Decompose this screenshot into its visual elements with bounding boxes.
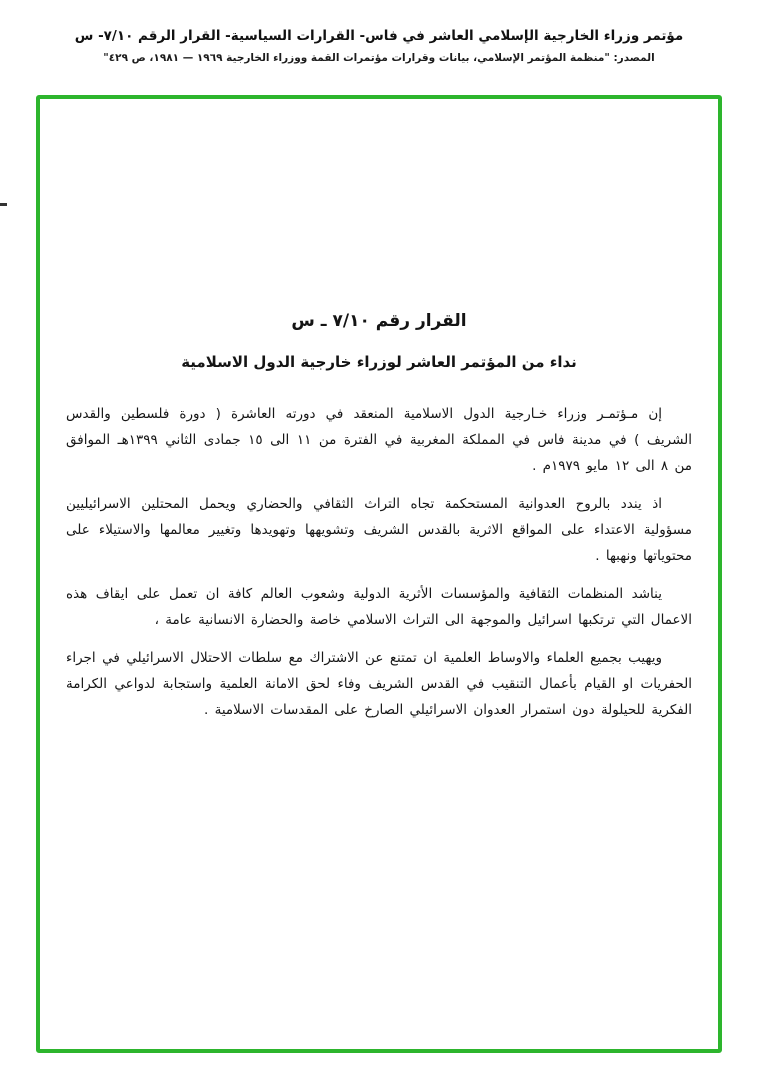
document-content <box>40 99 718 723</box>
document-header-title: مؤتمر وزراء الخارجية الإسلامي العاشر في فاس- القرارات السياسية- القرار الرقم ٧/١٠- س <box>74 28 684 44</box>
paragraph: يناشد المنظمات الثقافية والمؤسسات الأثرية الدولية وشعوب العالم كافة ان تعمل على ايقاف هذه الاعمال التي ترتكبها اسرائيل والموجهة الى التراث الاسلامي خاصة والحضارة الانسانية عامة ، <box>66 586 692 628</box>
paragraph: اذ يندد بالروح العدوانية المستحكمة تجاه التراث الثقافي والحضاري ويحمل المحتلين الاسرائيليين مسؤولية الاعتداء على المواقع الاثرية بالقدس الشريف وتشويهها وتهويدها وتغيير معالمها والاستيلاء على محتوياتها ونهبها . <box>66 496 692 564</box>
document-frame <box>36 95 722 1053</box>
document-source-line: المصدر: "منظمة المؤتمر الإسلامي، بيانات وقرارات مؤتمرات القمة ووزراء الخارجية ١٩٦٩ — ١٩٨١، ص ٤٢٩" <box>103 52 655 64</box>
scan-artifact-mark <box>0 203 7 206</box>
paragraph: ويهيب بجميع العلماء والاوساط العلمية ان تمتنع عن الاشتراك مع سلطات الاحتلال الاسرائيلي في اجراء الحفريات او القيام بأعمال التنقيب في القدس الشريف وفاء لحق الامانة العلمية واستجابة لدواعي الكرامة الفكرية للحيلولة دون استمرار العدوان الاسرائيلي الصارخ على المقدسات الاسلامية . <box>66 650 692 718</box>
document-header <box>0 26 758 65</box>
resolution-subtitle: نداء من المؤتمر العاشر لوزراء خارجية الدول الاسلامية <box>181 353 577 371</box>
resolution-body <box>66 401 692 723</box>
paragraph: إن مـؤتمـر وزراء خـارجية الدول الاسلامية المنعقد في دورته العاشرة ( دورة فلسطين والقدس الشريف ) في مدينة فاس في المملكة المغربية في الفترة من ١١ الى ١٥ جمادى الثاني ١٣٩٩هـ الموافق من ٨ الى ١٢ مايو ١٩٧٩م . <box>66 406 692 474</box>
resolution-title: القرار رقم ٧/١٠ ـ س <box>291 311 467 331</box>
